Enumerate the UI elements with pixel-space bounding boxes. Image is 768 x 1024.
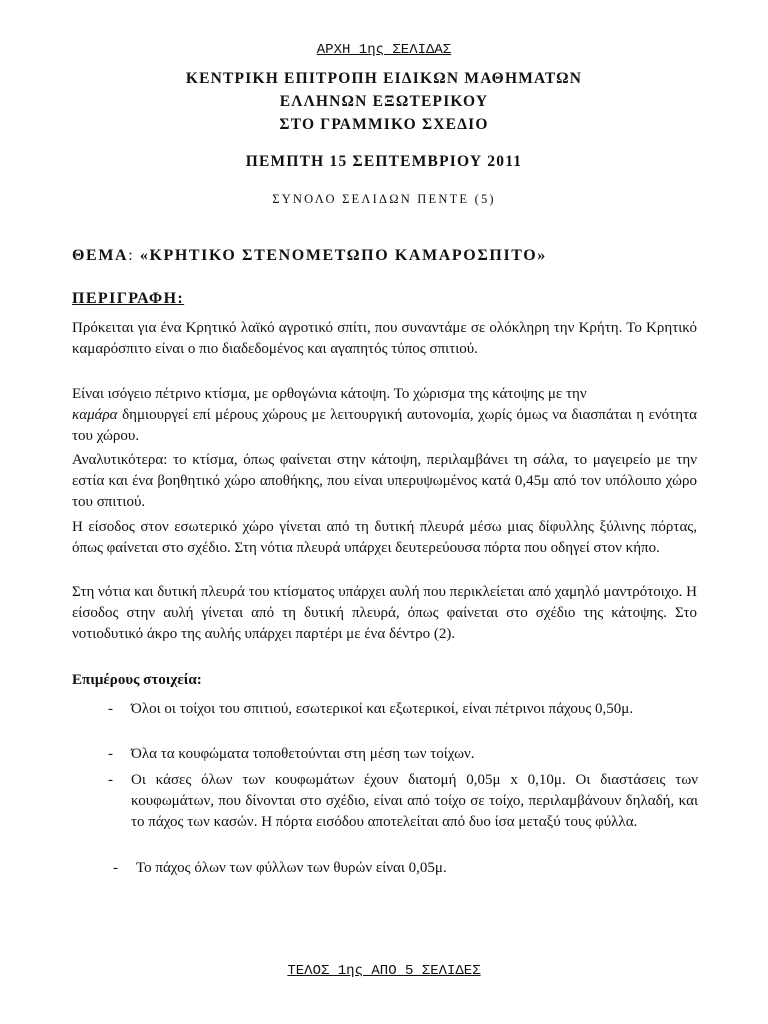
total-pages: ΣΥΝΟΛΟ ΣΕΛΙΔΩΝ ΠΕΝΤΕ (5) bbox=[272, 192, 496, 206]
topic-title: «ΚΡΗΤΙΚΟ ΣΤΕΝΟΜΕΤΩΠΟ ΚΑΜΑΡΟΣΠΙΤΟ» bbox=[139, 247, 547, 264]
detail-item-text: Όλα τα κουφώματα τοποθετούνται στη μέση των τοίχων. bbox=[131, 746, 475, 762]
dash-marker: - bbox=[108, 772, 113, 788]
topic-heading bbox=[72, 247, 547, 265]
description-heading-text: ΠΕΡΙΓΡΑΦΗ bbox=[72, 290, 178, 307]
description-paragraph-4: Η είσοδος στον εσωτερικό χώρο γίνεται από τη δυτική πλευρά μέσω μιας δίφυλλης ξύλινης πόρτας, όπως φαίνεται στο σχέδιο. Στη νότια πλευρά υπάρχει δευτερεύουσα πόρτα που οδηγεί στον κήπο. bbox=[72, 519, 697, 556]
detail-item bbox=[108, 770, 698, 833]
committee-title-line-1: ΚΕΝΤΡΙΚΗ ΕΠΙΤΡΟΠΗ ΕΙΔΙΚΩΝ ΜΑΘΗΜΑΤΩΝ bbox=[185, 70, 583, 87]
description-heading-colon: : bbox=[177, 290, 185, 307]
committee-title-line-3: ΣΤΟ ΓΡΑΜΜΙΚΟ ΣΧΕΔΙΟ bbox=[279, 116, 489, 133]
dash-marker: - bbox=[108, 746, 113, 762]
kamara-term: καμάρα bbox=[72, 407, 118, 423]
topic-colon: : bbox=[128, 247, 140, 264]
detail-item bbox=[108, 699, 698, 720]
detail-item-text: Οι κάσες όλων των κουφωμάτων έχουν διατομή 0,05μ x 0,10μ. Οι διαστάσεις των κουφωμάτων, που δίνονται στο σχέδιο, είναι από τοίχο σε τοίχο, περιλαμβάνουν δηλαδή, και το πάχος των κασών. Η πόρτα εισόδου αποτελείται από δυο ίσα μεταξύ τους φύλλα. bbox=[131, 772, 698, 830]
paragraph-2-rest: δημιουργεί επί μέρους χώρους με λειτουργική αυτονομία, χωρίς όμως να διασπάται η ενότητα του χώρου. bbox=[72, 407, 697, 444]
description-paragraph-1: Πρόκειται για ένα Κρητικό λαϊκό αγροτικό σπίτι, που συναντάμε σε ολόκληρη την Κρήτη. Το Κρητικό καμαρόσπιτο είναι ο πιο διαδεδομένος και αγαπητός τύπος σπιτιού. bbox=[72, 320, 697, 357]
details-heading: Επιμέρους στοιχεία: bbox=[72, 672, 202, 688]
description-paragraph-5: Στη νότια και δυτική πλευρά του κτίσματος υπάρχει αυλή που περικλείεται από χαμηλό μαντρότοιχο. Η είσοδος στην αυλή γίνεται από τη δυτική πλευρά, όπως φαίνεται στο σχέδιο της κάτοψης. Στο νοτιοδυτικό άκρο της αυλής υπάρχει παρτέρι με ένα δέντρο (2). bbox=[72, 584, 697, 642]
description-heading bbox=[72, 290, 184, 308]
committee-title-line-2: ΕΛΛΗΝΩΝ ΕΞΩΤΕΡΙΚΟΥ bbox=[279, 93, 489, 110]
detail-item-text: Όλοι οι τοίχοι του σπιτιού, εσωτερικοί και εξωτερικοί, είναι πέτρινοι πάχους 0,50μ. bbox=[131, 701, 634, 717]
exam-date: ΠΕΜΠΤΗ 15 ΣΕΠΤΕΜΒΡΙΟΥ 2011 bbox=[245, 153, 523, 170]
detail-item bbox=[113, 858, 703, 879]
description-paragraph-2 bbox=[72, 384, 697, 447]
description-paragraph-3: Αναλυτικότερα: το κτίσμα, όπως φαίνεται στην κάτοψη, περιλαμβάνει τη σάλα, το μαγειρείο με την εστία και ένα βοηθητικό χώρο αποθήκης, που είναι υπερυψωμένος κατά 0,45μ από τον υπόλοιπο χώρο του σπιτιού. bbox=[72, 452, 697, 510]
page-end-marker: ΤΕΛΟΣ 1ης ΑΠΟ 5 ΣΕΛΙΔΕΣ bbox=[287, 963, 481, 979]
detail-item bbox=[108, 744, 698, 765]
topic-label: ΘΕΜΑ bbox=[72, 247, 129, 264]
page-start-marker: ΑΡΧΗ 1ης ΣΕΛΙΔΑΣ bbox=[316, 42, 452, 58]
detail-item-text: Το πάχος όλων των φύλλων των θυρών είναι 0,05μ. bbox=[136, 860, 447, 876]
dash-marker: - bbox=[113, 860, 118, 876]
dash-marker: - bbox=[108, 701, 113, 717]
paragraph-2-start: Είναι ισόγειο πέτρινο κτίσμα, με ορθογώνια κάτοψη. Το χώρισμα της κάτοψης με την bbox=[72, 386, 587, 402]
